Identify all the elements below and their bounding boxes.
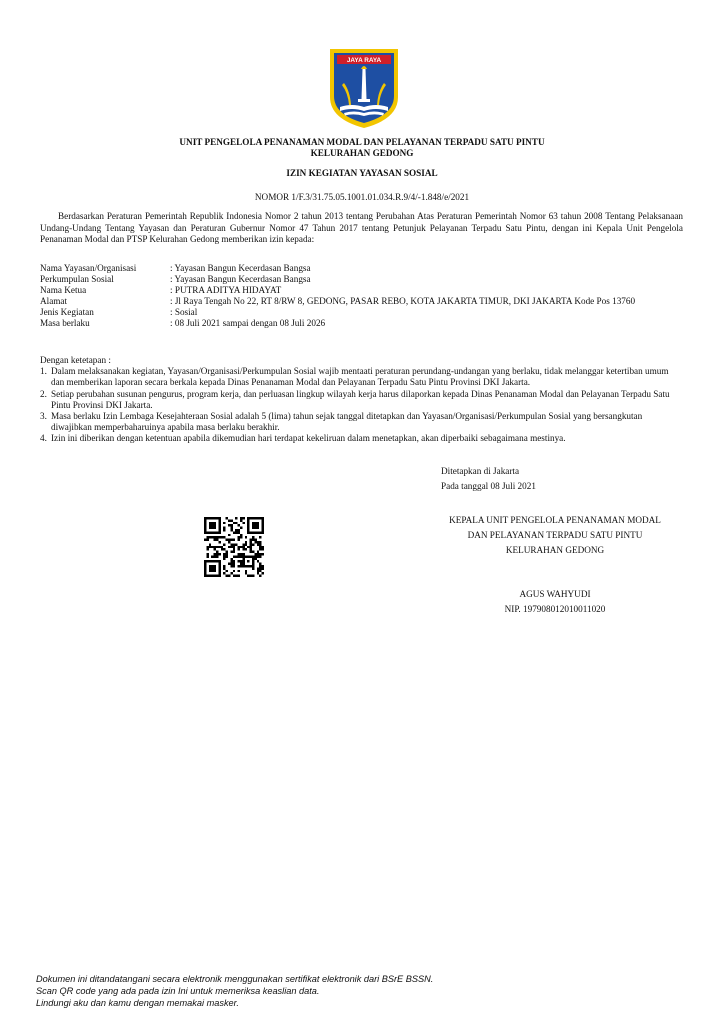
agency-name: UNIT PENGELOLA PENANAMAN MODAL DAN PELAYANAN TERPADU SATU PINTU xyxy=(179,137,545,147)
field-row xyxy=(40,263,690,274)
term-number: 4. xyxy=(40,433,47,444)
signature-place: Ditetapkan di Jakarta xyxy=(441,466,520,476)
field-value: : 08 Juli 2021 sampai dengan 08 Juli 2026 xyxy=(170,318,326,328)
field-value: : Yayasan Bangun Kecerdasan Bangsa xyxy=(170,274,311,284)
term-text: Izin ini diberikan dengan ketentuan apabila dikemudian hari terdapat kekeliruan dalam menetapkan, akan diperbaiki sebagaimana mestinya. xyxy=(51,433,566,444)
document-title: IZIN KEGIATAN YAYASAN SOSIAL xyxy=(286,168,438,178)
terms-list xyxy=(40,366,680,444)
signature-place-date xyxy=(441,464,536,494)
field-label: Alamat xyxy=(40,296,68,306)
footer-note xyxy=(36,973,433,1009)
signatory-nip: NIP. 197908012010011020 xyxy=(504,604,606,614)
term-text: Dalam melaksanakan kegiatan, Yayasan/Organisasi/Perkumpulan Sosial wajib mentaati peraturan perundang-undangan yang berlaku, tidak melanggar ketertiban umum dan memberikan laporan secara berkala kepada Dinas Penanaman Modal dan Pelayanan Terpadu Satu Pintu Provinsi DKI Jakarta. xyxy=(51,366,669,388)
field-label: Jenis Kegiatan xyxy=(40,307,94,317)
agency-header xyxy=(40,137,684,159)
jaya-raya-emblem xyxy=(328,45,400,130)
field-row xyxy=(40,274,690,285)
field-label: Nama Ketua xyxy=(40,285,87,295)
signatory-name: AGUS WAHYUDI xyxy=(519,589,591,599)
list-item xyxy=(40,366,680,388)
term-text: Setiap perubahan susunan pengurus, program kerja, dan perluasan lingkup wilayah kerja harus dilaporkan kepada Dinas Penanaman Modal dan Pelayanan Terpadu Satu Pintu Provinsi DKI Jakarta. xyxy=(51,388,670,410)
field-row xyxy=(40,307,690,318)
field-value: : Sosial xyxy=(170,307,198,317)
field-row xyxy=(40,318,690,329)
terms-section xyxy=(40,355,680,445)
list-item xyxy=(40,433,680,444)
field-label: Masa berlaku xyxy=(40,318,90,328)
field-value: : PUTRA ADITYA HIDAYAT xyxy=(170,285,282,295)
document-number: NOMOR 1/F.3/31.75.05.1001.01.034.R.9/4/-1.848/e/2021 xyxy=(254,192,470,202)
position-line: KELURAHAN GEDONG xyxy=(505,545,605,555)
field-value: : Yayasan Bangun Kecerdasan Bangsa xyxy=(170,263,311,273)
license-fields xyxy=(40,263,690,329)
signature-date: Pada tanggal 08 Juli 2021 xyxy=(441,481,536,491)
field-value: : Jl Raya Tengah No 22, RT 8/RW 8, GEDONG, PASAR REBO, KOTA JAKARTA TIMUR, DKI JAKARTA Kode Pos 13760 xyxy=(170,296,636,306)
footer-line: Scan QR code yang ada pada izin Ini untuk memeriksa keaslian data. xyxy=(36,986,320,996)
footer-line: Lindungi aku dan kamu dengan memakai masker. xyxy=(36,998,239,1008)
list-item xyxy=(40,389,680,411)
position-line: DAN PELAYANAN TERPADU SATU PINTU xyxy=(467,530,643,540)
agency-unit: KELURAHAN GEDONG xyxy=(310,148,414,158)
field-label: Nama Yayasan/Organisasi xyxy=(40,263,137,273)
list-item xyxy=(40,411,680,433)
position-line: KEPALA UNIT PENGELOLA PENANAMAN MODAL xyxy=(449,515,661,525)
emblem-text: JAYA RAYA xyxy=(346,57,382,65)
footer-line: Dokumen ini ditandatangani secara elektronik menggunakan sertifikat elektronik dari BSrE BSSN. xyxy=(36,974,434,984)
term-number: 3. xyxy=(40,411,47,422)
signatory-position xyxy=(420,513,690,558)
field-label: Perkumpulan Sosial xyxy=(40,274,114,284)
field-row xyxy=(40,285,690,296)
term-number: 2. xyxy=(40,388,47,399)
intro-paragraph: Berdasarkan Peraturan Pemerintah Republik Indonesia Nomor 2 tahun 2013 tentang Perubahan Atas Peraturan Pemerintah Nomor 63 tahun 2008 Tentang Pelaksanaan Undang-Undang Tentang Yayasan dan Peraturan Gubernur Nomor 47 Tahun 2017 tentang Petunjuk Pelayanan Terpadu Satu Pintu, dengan ini Kepala Unit Pengelola Penanaman Modal dan PTSP Kelurahan Gedong memberikan izin kepada: xyxy=(40,211,683,244)
qr-code[interactable] xyxy=(204,517,264,577)
term-number: 1. xyxy=(40,366,47,377)
signatory-block xyxy=(420,587,690,617)
term-text: Masa berlaku Izin Lembaga Kesejahteraan Sosial adalah 5 (lima) tahun sejak tanggal ditetapkan dan Yayasan/Organisasi/Perkumpulan Sosial yang bersangkutan diwajibkan memperbaharuinya apabila masa berlaku berakhir. xyxy=(51,411,643,433)
field-row xyxy=(40,296,690,307)
terms-heading: Dengan ketetapan : xyxy=(40,355,111,365)
